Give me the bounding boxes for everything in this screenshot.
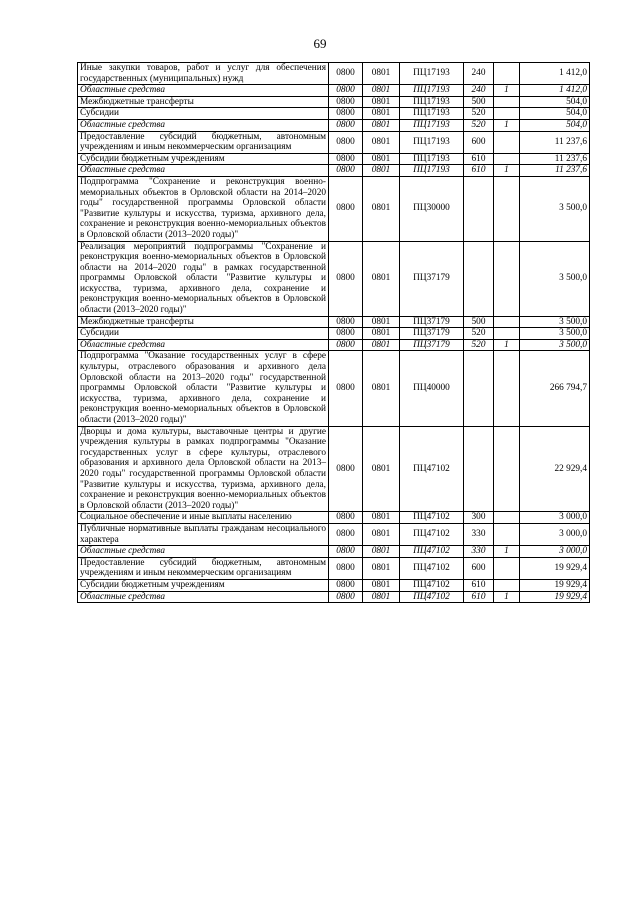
cell-funding-source (494, 176, 520, 241)
cell-name: Публичные нормативные выплаты гражданам несоциального характера (78, 523, 329, 545)
cell-amount: 19 929,4 (520, 557, 590, 579)
table-row (78, 241, 590, 316)
cell-subsection: 0801 (363, 108, 400, 120)
cell-subsection: 0801 (363, 165, 400, 177)
cell-funding-source (494, 96, 520, 108)
cell-subsection: 0801 (363, 557, 400, 579)
cell-name: Дворцы и дома культуры, выставочные центры и другие учреждения культуры в рамках подпрограммы "Оказание государственных услуг в сфере культуры, отраслевого образования и архивного дела Орловской области на 2013–2020 годы" государственной программы Орловской области "Развитие культуры и искусства, туризма, архивного дела, сохранение и реконструкция военно-мемориальных объектов в Орловской области (2013–2020 годы)" (78, 426, 329, 512)
table-row (78, 165, 590, 177)
cell-section: 0800 (329, 512, 363, 524)
cell-name: Иные закупки товаров, работ и услуг для обеспечения государственных (муниципальных) нужд (78, 63, 329, 85)
cell-target-article: ПЦ17193 (400, 63, 464, 85)
cell-expense-type: 500 (464, 316, 494, 328)
table-row (78, 85, 590, 97)
cell-amount: 11 237,6 (520, 153, 590, 165)
cell-name: Субсидии бюджетным учреждениям (78, 579, 329, 591)
cell-expense-type: 240 (464, 63, 494, 85)
cell-funding-source: 1 (494, 85, 520, 97)
cell-amount: 19 929,4 (520, 579, 590, 591)
cell-expense-type: 610 (464, 591, 494, 603)
cell-target-article: ПЦ37179 (400, 339, 464, 351)
table-row (78, 351, 590, 426)
cell-target-article: ПЦ47102 (400, 557, 464, 579)
table-row (78, 153, 590, 165)
table-row (78, 339, 590, 351)
cell-target-article: ПЦ47102 (400, 591, 464, 603)
cell-funding-source (494, 108, 520, 120)
cell-subsection: 0801 (363, 512, 400, 524)
cell-subsection: 0801 (363, 328, 400, 340)
cell-section: 0800 (329, 241, 363, 316)
cell-name: Субсидии бюджетным учреждениям (78, 153, 329, 165)
cell-expense-type (464, 241, 494, 316)
page-number: 69 (313, 36, 327, 51)
cell-name: Предоставление субсидий бюджетным, автономным учреждениям и иным некоммерческим организациям (78, 557, 329, 579)
cell-target-article: ПЦ17193 (400, 96, 464, 108)
cell-section: 0800 (329, 523, 363, 545)
cell-funding-source: 1 (494, 546, 520, 558)
cell-subsection: 0801 (363, 131, 400, 153)
cell-subsection: 0801 (363, 85, 400, 97)
cell-name: Областные средства (78, 119, 329, 131)
table-row (78, 512, 590, 524)
table-row (78, 63, 590, 85)
cell-expense-type: 300 (464, 512, 494, 524)
cell-section: 0800 (329, 153, 363, 165)
cell-target-article: ПЦ37179 (400, 241, 464, 316)
cell-subsection: 0801 (363, 241, 400, 316)
cell-target-article: ПЦ47102 (400, 546, 464, 558)
cell-section: 0800 (329, 131, 363, 153)
cell-section: 0800 (329, 165, 363, 177)
cell-subsection: 0801 (363, 176, 400, 241)
cell-name: Областные средства (78, 591, 329, 603)
cell-amount: 504,0 (520, 119, 590, 131)
cell-section: 0800 (329, 316, 363, 328)
cell-name: Реализация мероприятий подпрограммы "Сохранение и реконструкция военно-мемориальных объектов в Орловской области на 2014–2020 годы" в рамках государственной программы Орловской области "Развитие культуры и искусства, туризма, архивного дела, сохранение и реконструкция военно-мемориальных объектов в Орловской области (2013–2020 годы)" (78, 241, 329, 316)
cell-amount: 504,0 (520, 96, 590, 108)
cell-amount: 3 500,0 (520, 328, 590, 340)
cell-section: 0800 (329, 546, 363, 558)
cell-expense-type: 600 (464, 557, 494, 579)
cell-subsection: 0801 (363, 591, 400, 603)
cell-expense-type: 520 (464, 119, 494, 131)
cell-expense-type (464, 176, 494, 241)
cell-section: 0800 (329, 351, 363, 426)
cell-amount: 3 000,0 (520, 512, 590, 524)
cell-expense-type: 330 (464, 523, 494, 545)
cell-amount: 266 794,7 (520, 351, 590, 426)
table-row (78, 426, 590, 512)
cell-name: Предоставление субсидий бюджетным, автономным учреждениям и иным некоммерческим организациям (78, 131, 329, 153)
cell-funding-source (494, 426, 520, 512)
cell-amount: 11 237,6 (520, 165, 590, 177)
cell-name: Областные средства (78, 546, 329, 558)
cell-amount: 504,0 (520, 108, 590, 120)
cell-section: 0800 (329, 557, 363, 579)
cell-amount: 3 500,0 (520, 176, 590, 241)
cell-subsection: 0801 (363, 316, 400, 328)
cell-name: Субсидии (78, 328, 329, 340)
cell-subsection: 0801 (363, 426, 400, 512)
cell-section: 0800 (329, 119, 363, 131)
cell-target-article: ПЦ47102 (400, 579, 464, 591)
cell-name: Областные средства (78, 165, 329, 177)
cell-expense-type: 520 (464, 108, 494, 120)
cell-target-article: ПЦ37179 (400, 328, 464, 340)
cell-subsection: 0801 (363, 153, 400, 165)
cell-amount: 3 000,0 (520, 523, 590, 545)
cell-expense-type: 330 (464, 546, 494, 558)
cell-section: 0800 (329, 96, 363, 108)
cell-amount: 1 412,0 (520, 63, 590, 85)
cell-funding-source (494, 351, 520, 426)
cell-funding-source (494, 557, 520, 579)
table-row (78, 176, 590, 241)
cell-funding-source: 1 (494, 591, 520, 603)
cell-name: Межбюджетные трансферты (78, 96, 329, 108)
cell-target-article: ПЦ17193 (400, 108, 464, 120)
cell-funding-source: 1 (494, 165, 520, 177)
cell-subsection: 0801 (363, 579, 400, 591)
cell-expense-type (464, 426, 494, 512)
cell-expense-type: 610 (464, 579, 494, 591)
cell-expense-type: 520 (464, 328, 494, 340)
cell-amount: 22 929,4 (520, 426, 590, 512)
table-row (78, 96, 590, 108)
cell-subsection: 0801 (363, 119, 400, 131)
cell-expense-type: 240 (464, 85, 494, 97)
cell-amount: 3 500,0 (520, 339, 590, 351)
cell-section: 0800 (329, 328, 363, 340)
cell-subsection: 0801 (363, 523, 400, 545)
cell-funding-source (494, 63, 520, 85)
cell-target-article: ПЦ37179 (400, 316, 464, 328)
cell-section: 0800 (329, 426, 363, 512)
cell-target-article: ПЦ40000 (400, 351, 464, 426)
table-row (78, 546, 590, 558)
cell-name: Подпрограмма "Сохранение и реконструкция военно-мемориальных объектов в Орловской области на 2014–2020 годы" государственной программы Орловской области "Развитие культуры и искусства, туризма, архивного дела, сохранение и реконструкция военно-мемориальных объектов в Орловской области (2013–2020 годы)" (78, 176, 329, 241)
cell-target-article: ПЦ17193 (400, 119, 464, 131)
cell-section: 0800 (329, 108, 363, 120)
cell-target-article: ПЦ17193 (400, 131, 464, 153)
table-row (78, 131, 590, 153)
cell-amount: 1 412,0 (520, 85, 590, 97)
cell-funding-source (494, 512, 520, 524)
cell-expense-type: 610 (464, 153, 494, 165)
table-row (78, 316, 590, 328)
cell-name: Подпрограмма "Оказание государственных услуг в сфере культуры, отраслевого образования и архивного дела Орловской области на 2013–2020 годы" государственной программы Орловской области "Развитие культуры и искусства, туризма, архивного дела, сохранение и реконструкция военно-мемориальных объектов в Орловской области (2013–2020 годы)" (78, 351, 329, 426)
cell-funding-source: 1 (494, 119, 520, 131)
cell-expense-type: 520 (464, 339, 494, 351)
budget-table (77, 62, 590, 603)
cell-expense-type: 610 (464, 165, 494, 177)
cell-funding-source (494, 316, 520, 328)
cell-funding-source (494, 328, 520, 340)
table-row (78, 523, 590, 545)
cell-funding-source (494, 241, 520, 316)
table-row (78, 328, 590, 340)
cell-funding-source (494, 579, 520, 591)
cell-expense-type: 600 (464, 131, 494, 153)
cell-target-article: ПЦ30000 (400, 176, 464, 241)
cell-funding-source (494, 153, 520, 165)
cell-name: Социальное обеспечение и иные выплаты населению (78, 512, 329, 524)
table-row (78, 557, 590, 579)
cell-section: 0800 (329, 85, 363, 97)
cell-section: 0800 (329, 176, 363, 241)
cell-section: 0800 (329, 579, 363, 591)
cell-subsection: 0801 (363, 63, 400, 85)
cell-target-article: ПЦ47102 (400, 426, 464, 512)
cell-subsection: 0801 (363, 546, 400, 558)
cell-target-article: ПЦ47102 (400, 512, 464, 524)
cell-expense-type (464, 351, 494, 426)
cell-funding-source: 1 (494, 339, 520, 351)
table-row (78, 579, 590, 591)
cell-section: 0800 (329, 339, 363, 351)
cell-target-article: ПЦ17193 (400, 153, 464, 165)
cell-amount: 3 000,0 (520, 546, 590, 558)
cell-subsection: 0801 (363, 339, 400, 351)
table-row (78, 591, 590, 603)
table-row (78, 119, 590, 131)
cell-name: Межбюджетные трансферты (78, 316, 329, 328)
table-row (78, 108, 590, 120)
cell-target-article: ПЦ47102 (400, 523, 464, 545)
cell-amount: 11 237,6 (520, 131, 590, 153)
cell-amount: 3 500,0 (520, 316, 590, 328)
cell-name: Областные средства (78, 85, 329, 97)
cell-name: Областные средства (78, 339, 329, 351)
cell-target-article: ПЦ17193 (400, 85, 464, 97)
cell-funding-source (494, 523, 520, 545)
cell-section: 0800 (329, 63, 363, 85)
cell-amount: 3 500,0 (520, 241, 590, 316)
cell-amount: 19 929,4 (520, 591, 590, 603)
cell-section: 0800 (329, 591, 363, 603)
cell-name: Субсидии (78, 108, 329, 120)
cell-target-article: ПЦ17193 (400, 165, 464, 177)
cell-expense-type: 500 (464, 96, 494, 108)
cell-funding-source (494, 131, 520, 153)
cell-subsection: 0801 (363, 96, 400, 108)
cell-subsection: 0801 (363, 351, 400, 426)
